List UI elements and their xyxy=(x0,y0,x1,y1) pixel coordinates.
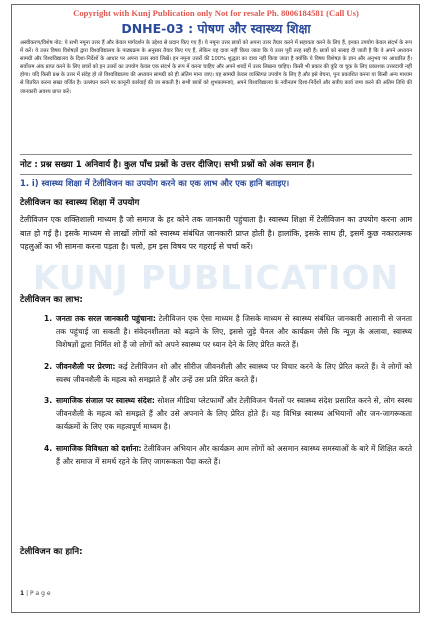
exam-note: नोट : प्रश्न सख्या 1 अनिवार्य है। कुल पाँच प्रश्नों के उत्तर दीजिए। सभी प्रश्नों को अंक समान हैं। xyxy=(20,160,315,170)
benefits-heading: टेलीविजन का लाभ: xyxy=(20,295,83,305)
item-text: सोशल मीडिया प्लेटफार्मों और टेलीविजन चैनलों पर स्वास्थ्य संदेश प्रसारित करने से, लोग स्वस्थ जीवनशैली के महत्व को समझते हैं और उसे अपनाने के लिए प्रेरित होते हैं। यह विभिन्न स्वास्थ्य अभियानों और जन-जागरूकता कार्यक्रमों के लिए एक महत्वपूर्ण माध्यम है। xyxy=(56,396,412,432)
list-item xyxy=(20,360,412,386)
item-number: 3. xyxy=(44,396,53,406)
page-footer xyxy=(20,590,51,597)
benefits-list xyxy=(20,312,412,476)
list-item xyxy=(20,312,412,352)
page-number: 1 xyxy=(20,590,25,597)
item-heading: जीवनशैली पर प्रेरणा: xyxy=(56,361,116,371)
publisher-watermark: KUNJ PUBLICATION xyxy=(32,258,400,297)
page-label: P a g e xyxy=(30,590,51,597)
item-text: टेलीविजन एक ऐसा माध्यम है जिसके माध्यम से स्वास्थ्य संबंधित जानकारी आसानी से जनता तक पहुंचाई जा सकती है। संवेदनशीलता को बढ़ाने के लिए, इससे जुड़े चैनल और कार्यक्रम जैसे कि न्यूज़ के अलावा, स्वास्थ्य विशेषज्ञों द्वारा निर्मित शो हैं जो लोगों को अपने स्वास्थ्य पर ध्यान देने के लिए प्रेरित करते हैं। xyxy=(56,314,412,350)
item-heading: सामाजिक संजाल पर स्वास्थ्य संदेश: xyxy=(56,396,155,406)
item-number: 1. xyxy=(44,314,53,323)
item-text: कई टेलीविजन शो और सीरीज जीवनशैली और स्वास्थ्य पर विचार करने के लिए प्रेरित करते हैं। वे लोगों को स्वस्थ जीवनशैली के महत्व को समझाते हैं और उन्हें उस प्रति प्रेरित करते हैं। xyxy=(56,361,413,384)
section-heading: टेलीविजन का स्वास्थ्य शिक्षा में उपयोग xyxy=(20,198,140,208)
intro-paragraph: टेलीविजन एक शक्तिशाली माध्यम है जो समाज के हर कोने तक जानकारी पहुंचाता है। स्वास्थ्य शिक्षा में टेलीविजन का उपयोग करना आम बात हो गई है। इसके माध्यम से लाखों लोगों को स्वास्थ्य संबंधित जानकारी प्राप्त होती है। हालांकि, इसके साथ ही, इसमें कुछ नकारात्मक पहलुओं का भी सामना करना पड़ता है। चलो, हम इस विषय पर गहराई से चर्चा करें। xyxy=(20,215,412,251)
divider xyxy=(20,174,412,175)
harms-heading: टेलीविजन का हानि: xyxy=(20,547,83,557)
divider xyxy=(20,154,412,155)
item-heading: सामाजिक विविधता को दर्शाना: xyxy=(56,443,142,453)
list-item xyxy=(20,394,412,434)
footer-separator: | xyxy=(24,590,31,597)
copyright-banner: Copyright with Kunj Publication only Not for resale Ph. 8006184581 (Call Us) xyxy=(73,8,359,18)
item-number: 4. xyxy=(44,443,53,453)
list-item xyxy=(20,442,412,468)
item-text: टेलीविजन अभियान और कार्यक्रम आम लोगों को असमान स्वास्थ्य समस्याओं के बारे में शिक्षित करते हैं और समाज में समर्थ रहने के लिए जागरूकता पैदा करते हैं। xyxy=(56,443,412,466)
disclaimer-text: अस्वीकरण/विशेष नोट: ये सभी नमूना उत्तर हैं और केवल मार्गदर्शन के उद्देश्य से प्रदान किए गए हैं। ये नमूना उत्तर छात्रों को अपना उत्तर तैयार करने में सहायता करने के लिए हैं, इनका उपयोग केवल संदर्भ के रूप में करें। ये उत्तर विषय विशेषज्ञों द्वारा विश्वविद्यालय के पाठ्यक्रम के अनुसार तैयार किए गए हैं, लेकिन यह दावा नहीं किया जाता कि ये उत्तर पूरी तरह सही हैं। छात्रों को सलाह दी जाती है कि वे अपने अध्ययन सामग्री और विश्वविद्यालय के दिशा-निर्देशों के आधार पर अपना उत्तर स्वयं लिखें। इन नमूना उत्तरों की 100% शुद्धता का दावा नहीं किया जाता है क्योंकि ये विषय विशेषज्ञ के ज्ञान और अनुभव पर आधारित हैं। सर्वोत्तम अंक प्राप्त करने के लिए छात्रों को इन उत्तरों का उपयोग केवल एक संदर्भ के रूप में करना चाहिए और अपने शब्दों में उत्तर लिखना चाहिए। किसी भी प्रकार की त्रुटि या चूक के लिए प्रकाशक उत्तरदायी नहीं होगा। यदि किसी प्रश्न के उत्तर में संदेह हो तो विश्वविद्यालय की अध्ययन सामग्री को ही अंतिम माना जाए। यह सामग्री केवल व्यक्तिगत उपयोग के लिए है और इसे बेचना, पुनः प्रकाशित करना या किसी अन्य माध्यम से वितरित करना सख्त वर्जित है। उल्लंघन करने पर कानूनी कार्रवाई की जा सकती है। सभी छात्रों को शुभकामनाएं, अपने विश्वविद्यालय के नवीनतम दिशा-निर्देशों और सत्रीय कार्य जमा करने की अंतिम तिथि की जानकारी अवश्य प्राप्त करें। xyxy=(20,40,412,95)
item-heading: जनता तक सरल जानकारी पहुंचाना: xyxy=(56,314,156,323)
item-number: 2. xyxy=(44,361,53,371)
question-text: 1. i) स्वास्थ्य शिक्षा में टेलीविजन का उपयोग करने का एक लाभ और एक हानि बताइए। xyxy=(20,178,290,188)
document-title: DNHE-03 : पोषण और स्वास्थ्य शिक्षा xyxy=(121,21,311,36)
